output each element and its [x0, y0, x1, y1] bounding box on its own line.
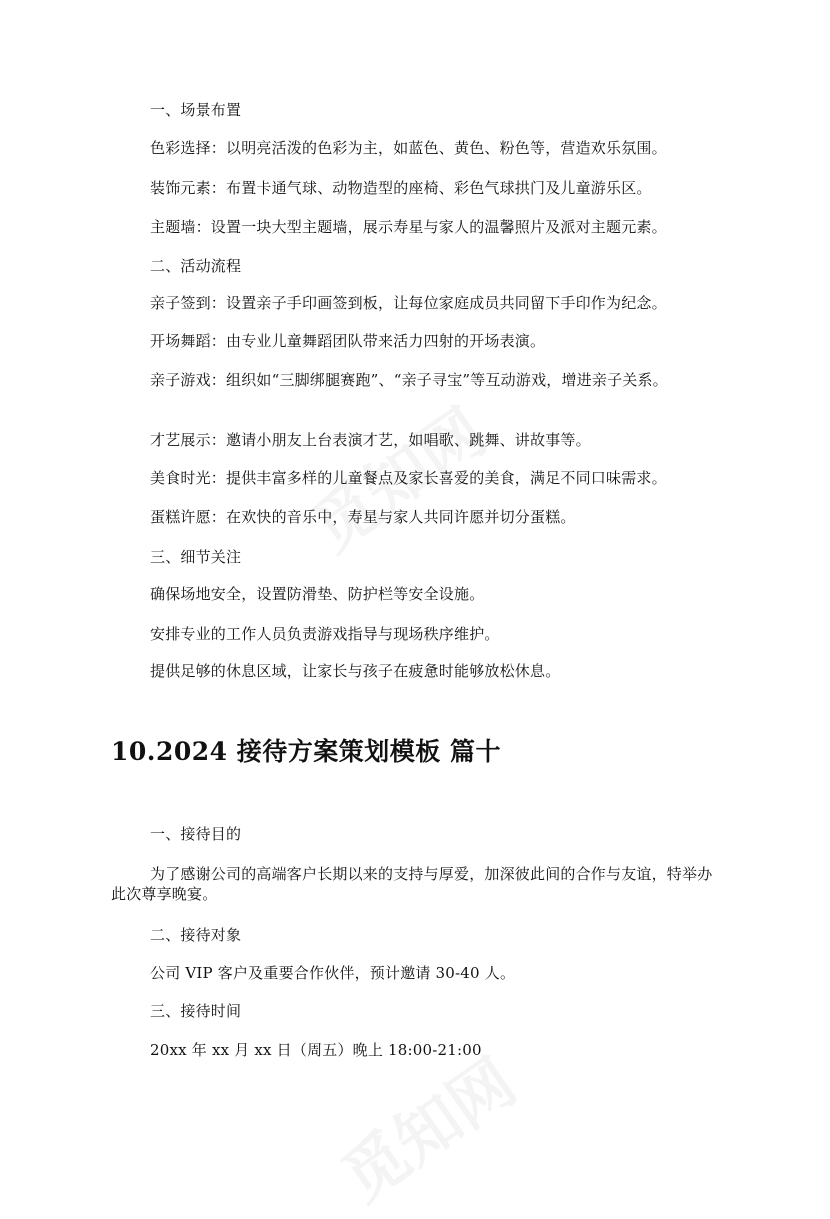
section-heading: 二、活动流程	[150, 257, 242, 275]
paragraph: 为了感谢公司的高端客户长期以来的支持与厚爱，加深彼此间的合作与友谊，特举办此次尊享晚宴。	[111, 865, 713, 903]
paragraph: 亲子签到：设置亲子手印画签到板，让每位家庭成员共同留下手印作为纪念。	[150, 294, 667, 312]
paragraph: 安排专业的工作人员负责游戏指导与现场秩序维护。	[150, 625, 500, 643]
paragraph: 主题墙：设置一块大型主题墙，展示寿星与家人的温馨照片及派对主题元素。	[150, 218, 667, 236]
paragraph: 提供足够的休息区域，让家长与孩子在疲惫时能够放松休息。	[150, 662, 561, 680]
paragraph: 确保场地安全，设置防滑垫、防护栏等安全设施。	[150, 585, 485, 603]
paragraph: 蛋糕许愿：在欢快的音乐中，寿星与家人共同许愿并切分蛋糕。	[150, 508, 576, 526]
section-heading: 三、接待时间	[150, 1002, 242, 1020]
section-heading: 二、接待对象	[150, 926, 242, 944]
paragraph: 20xx 年 xx 月 xx 日（周五）晚上 18:00-21:00	[150, 1041, 482, 1059]
watermark	[321, 1033, 531, 1218]
section-heading: 一、接待目的	[150, 825, 242, 843]
paragraph: 装饰元素：布置卡通气球、动物造型的座椅、彩色气球拱门及儿童游乐区。	[150, 179, 652, 197]
section-heading: 一、场景布置	[150, 101, 242, 119]
paragraph: 美食时光：提供丰富多样的儿童餐点及家长喜爱的美食，满足不同口味需求。	[150, 469, 667, 487]
paragraph: 亲子游戏：组织如“三脚绑腿赛跑”、“亲子寻宝”等互动游戏，增进亲子关系。	[150, 371, 668, 389]
chapter-title: 10.2024 接待方案策划模板 篇十	[111, 737, 501, 766]
paragraph: 开场舞蹈：由专业儿童舞蹈团队带来活力四射的开场表演。	[150, 332, 546, 350]
paragraph: 才艺展示：邀请小朋友上台表演才艺，如唱歌、跳舞、讲故事等。	[150, 431, 591, 449]
section-heading: 三、细节关注	[150, 548, 242, 566]
paragraph: 色彩选择：以明亮活泼的色彩为主，如蓝色、黄色、粉色等，营造欢乐氛围。	[150, 139, 667, 157]
paragraph: 公司 VIP 客户及重要合作伙伴，预计邀请 30-40 人。	[150, 964, 516, 982]
